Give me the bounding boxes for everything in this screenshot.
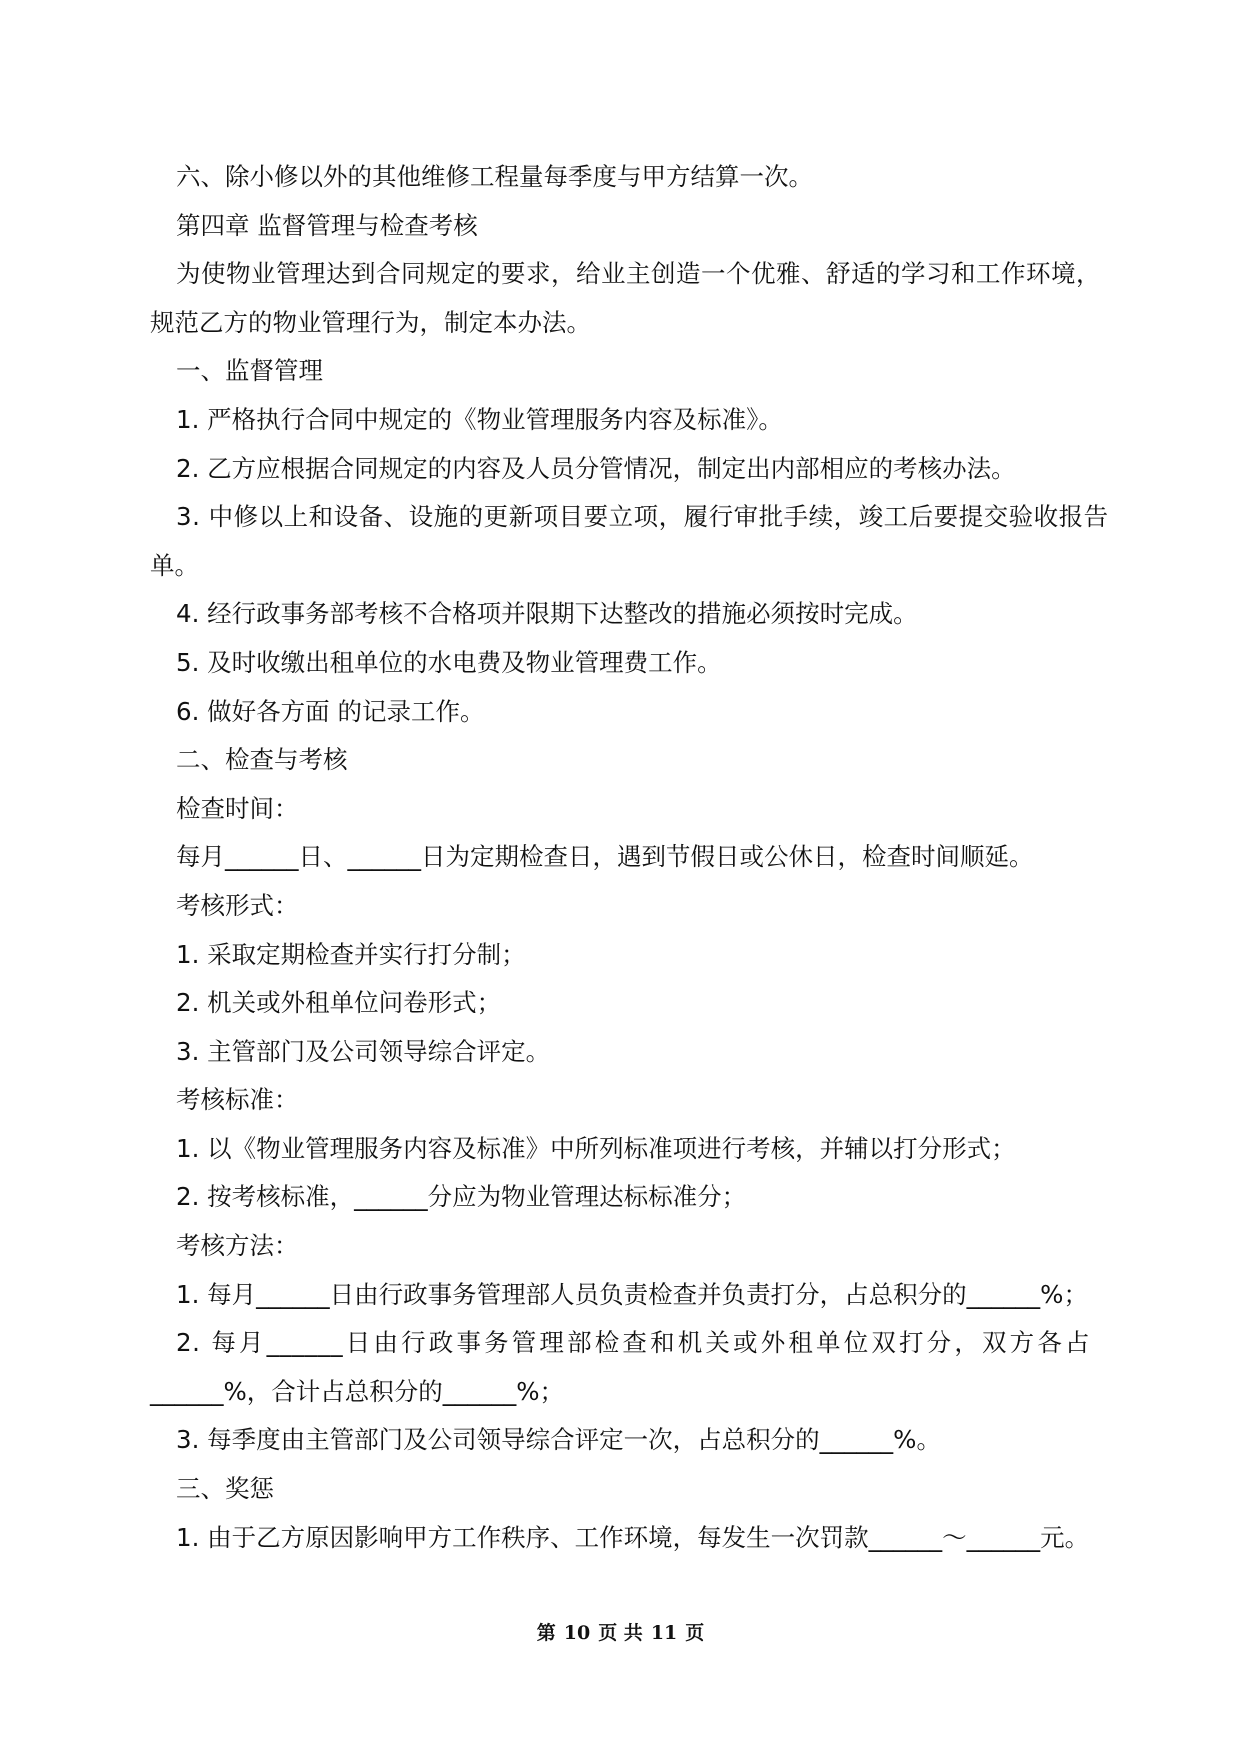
list-item: 3. 每季度由主管部门及公司领导综合评定一次，占总积分的______%。 — [176, 1425, 941, 1455]
document-body — [150, 153, 1109, 1562]
list-item: 6. 做好各方面 的记录工作。 — [176, 696, 485, 726]
page-footer — [0, 1618, 1241, 1645]
subheading-inspection-time: 检查时间： — [176, 793, 299, 823]
list-item: 2. 机关或外租单位问卷形式； — [176, 988, 502, 1018]
page-number: 10 — [563, 1622, 591, 1644]
list-item: 4. 经行政事务部考核不合格项并限期下达整改的措施必须按时完成。 — [176, 599, 918, 629]
list-item: 3. 主管部门及公司领导综合评定。 — [176, 1036, 551, 1066]
list-item: 5. 及时收缴出租单位的水电费及物业管理费工作。 — [176, 647, 722, 677]
paragraph-settlement: 六、除小修以外的其他维修工程量每季度与甲方结算一次。 — [176, 162, 813, 191]
section-heading-inspection: 二、检查与考核 — [176, 745, 348, 775]
section-heading-rewards: 三、奖惩 — [176, 1474, 274, 1504]
list-item: 2. 每月______日由行政事务管理部检查和机关或外租单位双打分，双方各占 — [176, 1328, 1090, 1358]
chapter-heading: 第四章 监督管理与检查考核 — [176, 210, 478, 240]
paragraph-intro-line1: 为使物业管理达到合同规定的要求，给业主创造一个优雅、舒适的学习和工作环境， — [176, 259, 1101, 289]
section-heading-supervision: 一、监督管理 — [176, 356, 323, 386]
list-item: 2. 按考核标准，______分应为物业管理达标标准分； — [176, 1182, 747, 1212]
list-item-continuation: 单。 — [150, 550, 199, 580]
list-item: 1. 严格执行合同中规定的《物业管理服务内容及标准》。 — [176, 404, 783, 434]
paragraph-intro-line2: 规范乙方的物业管理行为，制定本办法。 — [150, 307, 591, 337]
list-item: 1. 采取定期检查并实行打分制； — [176, 939, 526, 969]
subheading-assessment-form: 考核形式： — [176, 890, 299, 920]
list-item-continuation: ______%，合计占总积分的______%； — [150, 1376, 565, 1406]
footer-middle: 页 共 — [598, 1622, 643, 1644]
footer-prefix: 第 — [536, 1622, 556, 1644]
list-item: 1. 由于乙方原因影响甲方工作秩序、工作环境，每发生一次罚款______～______元。 — [176, 1522, 1090, 1552]
total-pages: 11 — [650, 1622, 678, 1644]
footer-suffix: 页 — [685, 1622, 705, 1644]
subheading-assessment-standard: 考核标准： — [176, 1085, 299, 1115]
list-item: 2. 乙方应根据合同规定的内容及人员分管情况，制定出内部相应的考核办法。 — [176, 453, 1016, 483]
list-item: 1. 每月______日由行政事务管理部人员负责检查并负责打分，占总积分的______%； — [176, 1279, 1088, 1309]
list-item: 1. 以《物业管理服务内容及标准》中所列标准项进行考核，并辅以打分形式； — [176, 1133, 1016, 1163]
list-item: 3. 中修以上和设备、设施的更新项目要立项，履行审批手续，竣工后要提交验收报告 — [176, 502, 1109, 532]
subheading-assessment-method: 考核方法： — [176, 1231, 299, 1261]
paragraph-inspection-days: 每月______日、______日为定期检查日，遇到节假日或公休日，检查时间顺延。 — [176, 842, 1034, 872]
